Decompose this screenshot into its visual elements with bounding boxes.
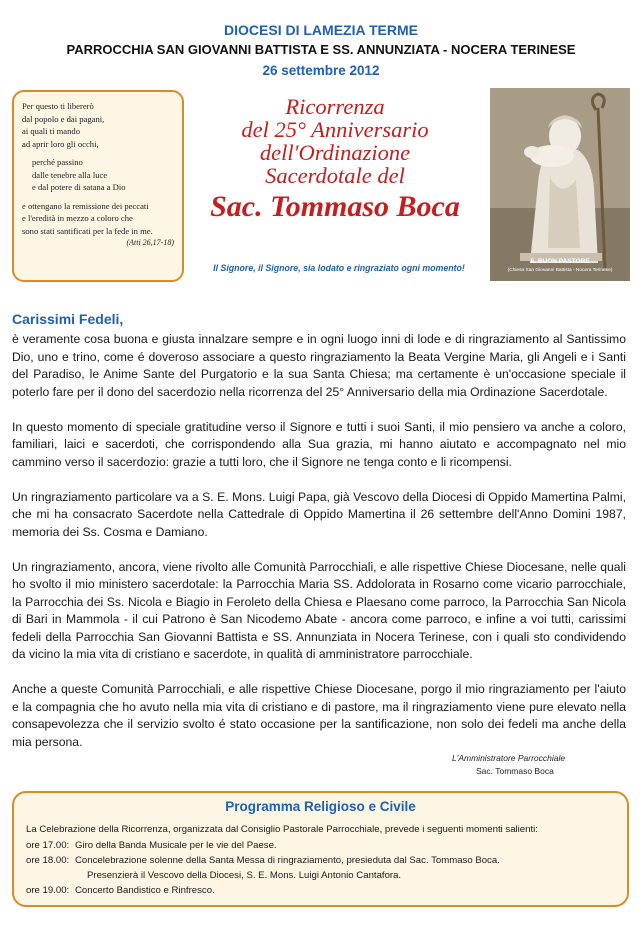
program-box [12, 791, 629, 907]
letter-body [12, 331, 626, 769]
priest-name: Sac. Tommaso Boca [210, 190, 460, 223]
program-item-text: Giro della Banda Musicale per le vie del Paese. [75, 840, 277, 851]
program-item-time: ore 19.00: [26, 885, 70, 896]
date-heading: 26 settembre 2012 [262, 63, 380, 78]
program-item [26, 855, 500, 866]
anniversary-title [190, 95, 480, 224]
quote-line: ad aprir loro gli occhi, [22, 138, 99, 149]
letter-greeting: Carissimi Fedeli, [12, 311, 124, 327]
letter-paragraph: Un ringraziamento, ancora, viene rivolto alle Comunità Parrocchiali, e alle rispettive Chiese Diocesane, nelle quali ho svolto il mio ministero sacerdotale: la Parrocchia Maria SS. Addolorata in Rosarno come vicario parrocchiale, la Parrocchia dei Ss. Nicola e Biagio in Feroleto della Chiesa e Plaesano come parroco, la Parrocchia San Nicola di Bari in Mammola - il cui Patrono è San Nicodemo Abate - ancora come parroco, e infine a voi tutti, carissimi fedeli della Parrocchia San Giovanni Battista e SS. Annunziata in Nocera Terinese, con i quali sto condividendo da vicino la mia vita di cristiano e sacerdote, in qualità di amministratore parrocchiale. [12, 559, 626, 661]
program-item [26, 840, 277, 851]
program-item [26, 885, 215, 896]
title-line: Ricorrenza [285, 94, 385, 119]
title-line: dell'Ordinazione [259, 140, 411, 165]
quote-line: e ottengano la remissione dei peccati [22, 200, 149, 211]
quote-line: dal popolo e dai pagani, [22, 113, 105, 124]
program-item-continuation: Presenzierà il Vescovo della Diocesi, S. E. Mons. Luigi Antonio Cantafora. [87, 870, 402, 881]
motto: Il Signore, il Signore, sia lodato e ringraziato ogni momento! [213, 263, 465, 273]
quote-reference: (Atti 26,17-18) [126, 238, 174, 247]
statue-caption: IL BUON PASTORE [530, 258, 590, 265]
diocese-heading: DIOCESI DI LAMEZIA TERME [224, 22, 418, 38]
parish-heading: PARROCCHIA SAN GIOVANNI BATTISTA E SS. ANNUNZIATA - NOCERA TERINESE [66, 42, 576, 57]
program-title: Programma Religioso e Civile [225, 799, 416, 814]
letter-paragraph: è veramente cosa buona e giusta innalzare sempre e in ogni luogo inni di lode e di ringraziamento al Santissimo Dio, uno e trino, come é doveroso associare a questo ringraziamento la Beata Vergine Maria, gli Angeli e i Santi del Paradiso, le Anime Sante del Purgatorio e la sua Santa Chiesa; ma certamente è un'occasione speciale il poterlo fare per il dono del sacerdozio nella ricorrenza del 25° Anniversario della mia Ordinazione Sacerdotale. [12, 332, 626, 399]
quote-line: perché passino [32, 157, 83, 167]
letter-paragraph: Anche a queste Comunità Parrocchiali, e alle rispettive Chiese Diocesane, porgo il mio ringraziamento per l'aiuto e la compagnia che ho avuto nella mia vita di cristiano e di pastore, ma il ringraziamento viene pure elevato nella consapevolezza che il servizio svolto é stato occasione per la santificazione, non solo dei fedeli ma anche della mia persona. [12, 682, 626, 749]
good-shepherd-statue-photo [490, 88, 630, 281]
statue-subcaption: (Chiesa San Giovanni Battista - Nocera Terinese) [507, 268, 613, 273]
signature-role: L'Amministratore Parrocchiale [452, 753, 566, 763]
quote-line: e dal potere di satana a Dio [32, 182, 126, 192]
quote-line: e l'eredità in mezzo a coloro che [22, 213, 133, 223]
letter-paragraph: Un ringraziamento particolare va a S. E. Mons. Luigi Papa, già Vescovo della Diocesi di Oppido Mamertina Palmi, che mi ha consacrato Sacerdote nella Cattedrale di Oppido Mamertina il 26 settembre dell'Anno Domini 1987, memoria dei Ss. Cosma e Damiano. [12, 489, 626, 539]
quote-line: Per questo ti libererò [22, 101, 94, 111]
quote-line: sono stati santificati per la fede in me. [22, 225, 153, 236]
program-item-text: Concelebrazione solenne della Santa Messa di ringraziamento, presieduta dal Sac. Tommaso Boca. [75, 855, 500, 866]
statue-illustration [490, 88, 630, 281]
signature-name: Sac. Tommaso Boca [476, 766, 554, 776]
quote-line: ai quali ti mando [22, 126, 80, 136]
letter-paragraph: In questo momento di speciale gratitudine verso il Signore e tutti i suoi Santi, il mio pensiero va anche a coloro, familiari, laici e sacerdoti, che corrispondendo alla Sua grazia, mi hanno aiutato e accompagnato nel mio cammino verso il sacerdozio: grazie a tutti loro, che il Signore ne tenga conto e li ricompensi. [12, 419, 626, 469]
title-line: del 25° Anniversario [241, 117, 429, 142]
quote-line: dalle tenebre alla luce [32, 169, 108, 180]
title-line: Sacerdotale del [265, 163, 405, 188]
program-item-text: Concerto Bandistico e Rinfresco. [75, 885, 215, 896]
program-item-time: ore 18.00: [26, 855, 70, 866]
scripture-quote-box [12, 90, 184, 282]
program-item-time: ore 17.00: [26, 840, 70, 851]
program-intro: La Celebrazione della Ricorrenza, organizzata dal Consiglio Pastorale Parrocchiale, prevede i seguenti momenti salienti: [26, 824, 538, 835]
